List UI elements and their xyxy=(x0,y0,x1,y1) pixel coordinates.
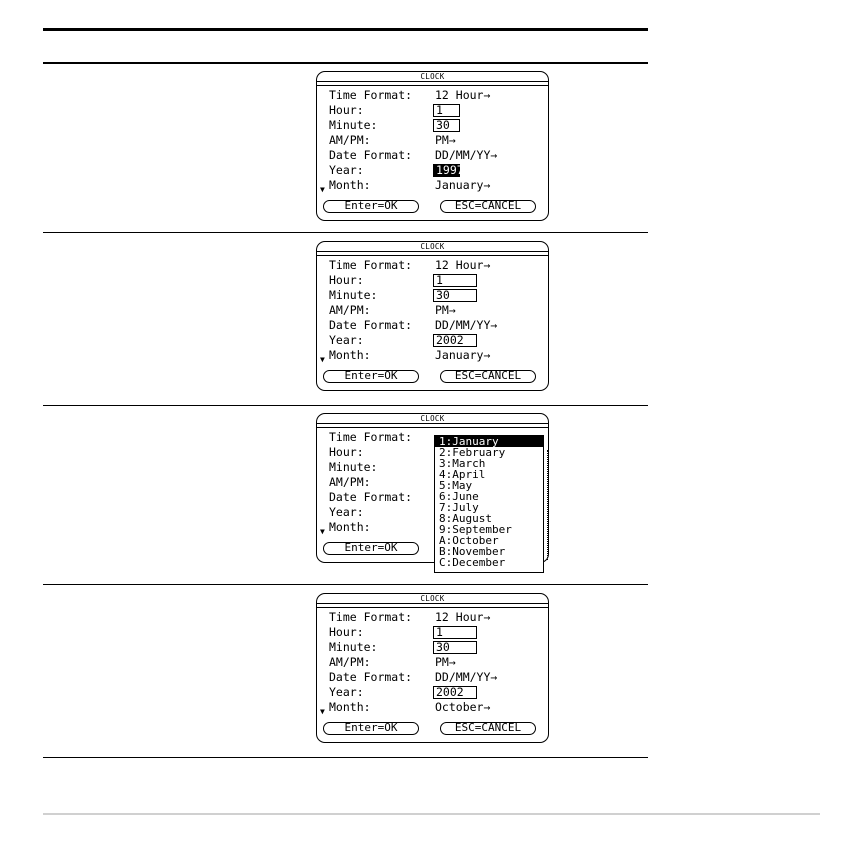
month-dropdown-menu xyxy=(434,435,544,573)
month-label: Month: xyxy=(329,520,371,534)
dialog-title: CLOCK xyxy=(420,414,445,423)
menu-item-september[interactable]: 9:September xyxy=(439,523,512,536)
hour-field[interactable]: 1 xyxy=(433,626,477,639)
menu-item-october[interactable]: A:October xyxy=(439,534,499,547)
year-field[interactable]: 2002 xyxy=(433,686,477,699)
hour-field[interactable]: 1 xyxy=(433,274,477,287)
minute-label: Minute: xyxy=(329,460,378,474)
am-pm-value[interactable]: PM→ xyxy=(435,303,456,317)
hour-field[interactable]: 1 xyxy=(433,104,460,117)
year-label: Year: xyxy=(329,333,364,347)
menu-item-april[interactable]: 4:April xyxy=(439,468,486,481)
minute-label: Minute: xyxy=(329,288,378,302)
dialog-title: CLOCK xyxy=(420,242,445,251)
menu-item-march[interactable]: 3:March xyxy=(439,457,486,470)
title-rule xyxy=(317,603,548,608)
date-format-value[interactable]: DD/MM/YY→ xyxy=(435,318,498,332)
row-divider-2 xyxy=(43,405,648,406)
year-label: Year: xyxy=(329,685,364,699)
date-format-value[interactable]: DD/MM/YY→ xyxy=(435,670,498,684)
time-format-value[interactable]: 12 Hour→ xyxy=(435,610,491,624)
time-format-value[interactable]: 12 Hour→ xyxy=(435,88,491,102)
year-field[interactable]: 1997 xyxy=(433,164,460,177)
clock-dialog-2 xyxy=(316,241,549,391)
menu-item-december[interactable]: C:December xyxy=(439,556,506,569)
table-header-rule xyxy=(43,62,648,64)
month-label: Month: xyxy=(329,348,371,362)
esc-cancel-button[interactable]: ESC=CANCEL xyxy=(440,200,536,213)
am-pm-value[interactable]: PM→ xyxy=(435,133,456,147)
time-format-value[interactable]: 12 Hour→ xyxy=(435,258,491,272)
scroll-down-icon: ▼ xyxy=(320,527,325,536)
menu-scrollbar xyxy=(544,450,548,560)
menu-item-august[interactable]: 8:August xyxy=(439,512,492,525)
title-rule xyxy=(317,251,548,256)
esc-cancel-button[interactable]: ESC=CANCEL xyxy=(440,370,536,383)
year-label: Year: xyxy=(329,163,364,177)
clock-dialog-1 xyxy=(316,71,549,221)
time-format-label: Time Format: xyxy=(329,430,413,444)
minute-field[interactable]: 30 xyxy=(433,289,477,302)
enter-ok-button[interactable]: Enter=OK xyxy=(323,200,419,213)
date-format-label: Date Format: xyxy=(329,490,413,504)
hour-label: Hour: xyxy=(329,273,364,287)
minute-field[interactable]: 30 xyxy=(433,641,477,654)
table-top-rule xyxy=(43,28,648,31)
menu-item-february[interactable]: 2:February xyxy=(439,446,506,459)
row-divider-3 xyxy=(43,584,648,585)
dialog-title: CLOCK xyxy=(420,594,445,603)
date-format-value[interactable]: DD/MM/YY→ xyxy=(435,148,498,162)
enter-ok-button[interactable]: Enter=OK xyxy=(323,542,419,555)
enter-ok-button[interactable]: Enter=OK xyxy=(323,722,419,735)
scroll-down-icon: ▼ xyxy=(320,185,325,194)
time-format-label: Time Format: xyxy=(329,258,413,272)
minute-label: Minute: xyxy=(329,640,378,654)
minute-label: Minute: xyxy=(329,118,378,132)
title-rule xyxy=(317,81,548,86)
month-label: Month: xyxy=(329,700,371,714)
year-label: Year: xyxy=(329,505,364,519)
date-format-label: Date Format: xyxy=(329,670,413,684)
menu-item-january[interactable]: 1:January xyxy=(435,436,543,447)
month-value[interactable]: January→ xyxy=(435,348,491,362)
date-format-label: Date Format: xyxy=(329,148,413,162)
scroll-down-icon: ▼ xyxy=(320,707,325,716)
am-pm-value[interactable]: PM→ xyxy=(435,655,456,669)
menu-item-june[interactable]: 6:June xyxy=(439,490,479,503)
month-value[interactable]: January→ xyxy=(435,178,491,192)
date-format-label: Date Format: xyxy=(329,318,413,332)
menu-item-may[interactable]: 5:May xyxy=(439,479,473,492)
scroll-down-icon: ▼ xyxy=(320,355,325,364)
am-pm-label: AM/PM: xyxy=(329,133,371,147)
table-bottom-rule xyxy=(43,757,648,758)
hour-label: Hour: xyxy=(329,625,364,639)
am-pm-label: AM/PM: xyxy=(329,303,371,317)
year-field[interactable]: 2002 xyxy=(433,334,477,347)
title-rule xyxy=(317,423,548,428)
enter-ok-button[interactable]: Enter=OK xyxy=(323,370,419,383)
menu-item-november[interactable]: B:November xyxy=(439,545,506,558)
month-label: Month: xyxy=(329,178,371,192)
esc-cancel-button[interactable]: ESC=CANCEL xyxy=(440,722,536,735)
minute-field[interactable]: 30 xyxy=(433,119,460,132)
clock-dialog-4 xyxy=(316,593,549,743)
dialog-title: CLOCK xyxy=(420,72,445,81)
footer-rule xyxy=(43,813,820,815)
hour-label: Hour: xyxy=(329,445,364,459)
menu-item-july[interactable]: 7:July xyxy=(439,501,479,514)
time-format-label: Time Format: xyxy=(329,88,413,102)
am-pm-label: AM/PM: xyxy=(329,475,371,489)
am-pm-label: AM/PM: xyxy=(329,655,371,669)
time-format-label: Time Format: xyxy=(329,610,413,624)
row-divider-1 xyxy=(43,232,648,233)
month-value[interactable]: October→ xyxy=(435,700,491,714)
hour-label: Hour: xyxy=(329,103,364,117)
